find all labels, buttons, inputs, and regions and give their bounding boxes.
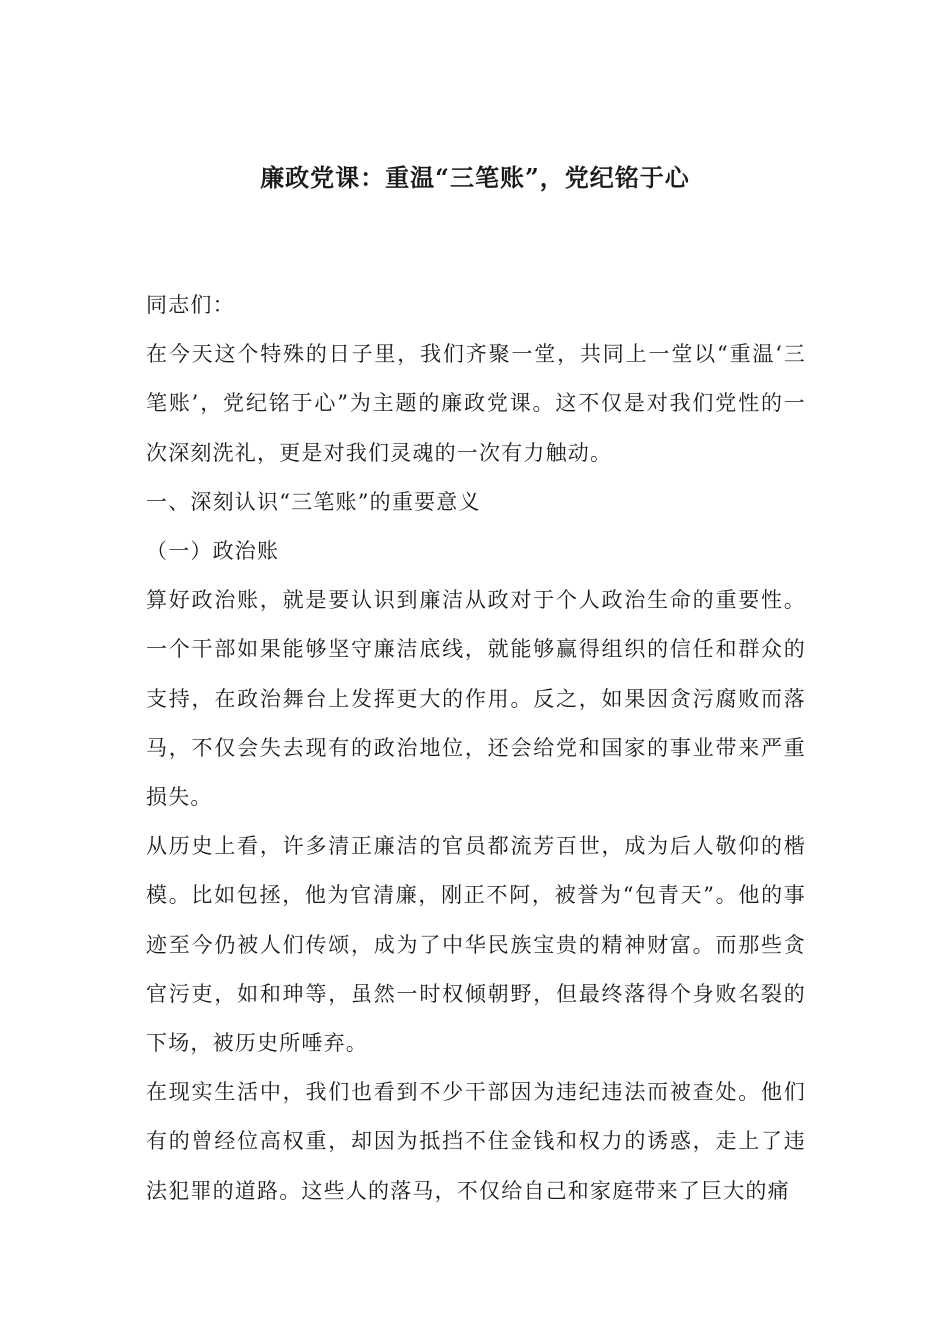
paragraph-intro: 在今天这个特殊的日子里，我们齐聚一堂，共同上一堂以“重温‘三笔账’，党纪铭于心”为主题的廉政党课。这不仅是对我们党性的一次深刻洗礼，更是对我们灵魂的一次有力触动。 xyxy=(146,342,806,465)
document-body xyxy=(146,281,806,1216)
subsection-heading-political: （一）政治账 xyxy=(146,539,280,564)
paragraph-reality: 在现实生活中，我们也看到不少干部因为违纪违法而被查处。他们有的曾经位高权重，却因为抵挡不住金钱和权力的诱惑，走上了违法犯罪的道路。这些人的落马，不仅给自己和家庭带来了巨大的痛 xyxy=(146,1080,806,1203)
paragraph-history: 从历史上看，许多清正廉洁的官员都流芳百世，成为后人敬仰的楷模。比如包拯，他为官清廉，刚正不阿，被誉为“包青天”。他的事迹至今仍被人们传颂，成为了中华民族宝贵的精神财富。而那些贪官污吏，如和珅等，虽然一时权倾朝野，但最终落得个身败名裂的下场，被历史所唾弃。 xyxy=(146,834,806,1056)
paragraph-political-account: 算好政治账，就是要认识到廉洁从政对于个人政治生命的重要性。一个干部如果能够坚守廉洁底线，就能够赢得组织的信任和群众的支持，在政治舞台上发挥更大的作用。反之，如果因贪污腐败而落马，不仅会失去现有的政治地位，还会给党和国家的事业带来严重损失。 xyxy=(146,588,806,810)
paragraph-salutation: 同志们： xyxy=(146,293,235,317)
document-title: 廉政党课：重温“三笔账”，党纪铭于心 xyxy=(260,163,690,192)
section-heading-1: 一、深刻认识“三笔账”的重要意义 xyxy=(146,489,481,514)
